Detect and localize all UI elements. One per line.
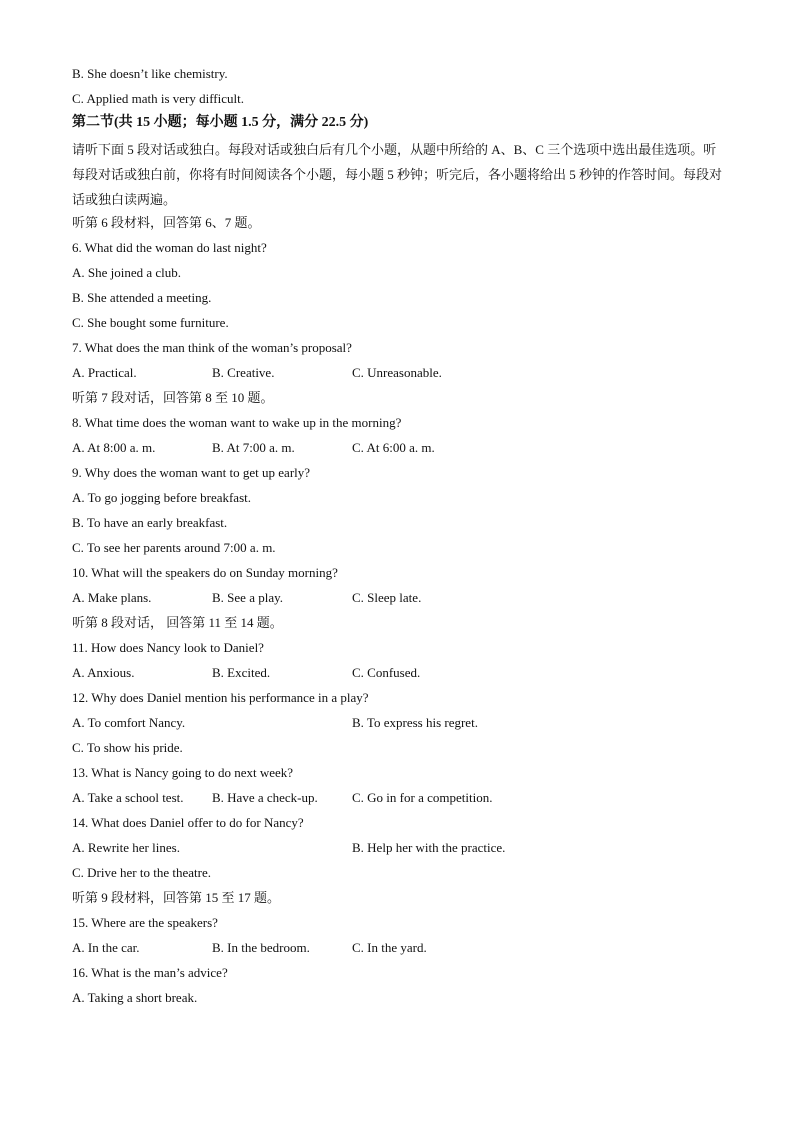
question: 15. Where are the speakers? xyxy=(72,915,218,930)
option: A. To comfort Nancy. xyxy=(72,715,186,730)
option: C. At 6:00 a. m. xyxy=(352,440,435,455)
option-line: C. Applied math is very difficult. xyxy=(72,91,244,106)
option: A. Rewrite her lines. xyxy=(72,840,180,855)
option: C. Go in for a competition. xyxy=(352,790,493,805)
option: B. At 7:00 a. m. xyxy=(212,440,295,455)
option: B. Have a check-up. xyxy=(212,790,318,805)
question: 12. Why does Daniel mention his performance in a play? xyxy=(72,690,369,705)
option: C. Unreasonable. xyxy=(352,365,442,380)
option-line: C. She bought some furniture. xyxy=(72,315,229,330)
question: 14. What does Daniel offer to do for Nancy? xyxy=(72,815,304,830)
question: 16. What is the man’s advice? xyxy=(72,965,228,980)
option-line: C. To show his pride. xyxy=(72,740,183,755)
option: B. Help her with the practice. xyxy=(352,840,506,855)
option: B. Excited. xyxy=(212,665,271,680)
option: A. Practical. xyxy=(72,365,137,380)
question: 13. What is Nancy going to do next week? xyxy=(72,765,294,780)
option: C. Confused. xyxy=(352,665,421,680)
option: C. In the yard. xyxy=(352,940,427,955)
question: 9. Why does the woman want to get up early? xyxy=(72,465,311,480)
option-line: B. To have an early breakfast. xyxy=(72,515,228,530)
option-line: A. Taking a short break. xyxy=(72,990,198,1005)
section-instructions: 请听下面 5 段对话或独白。每段对话或独白后有几个小题，从题中所给的 A、B、C 三个选项中选出最佳选项。听每段对话或独白前，你将有时间阅读各个小题，每小题 5 秒钟；听完后，各小题将给出 5 秒钟的作答时间。每段对话或独白读两遍。 xyxy=(72,142,723,207)
section-heading: 第二节(共 15 小题；每小题 1.5 分，满分 22.5 分) xyxy=(72,115,369,130)
option-line: B. She attended a meeting. xyxy=(72,290,212,305)
option-line: A. She joined a club. xyxy=(72,265,182,280)
option-line: A. To go jogging before breakfast. xyxy=(72,490,251,505)
option: A. Take a school test. xyxy=(72,790,184,805)
segment-header: 听第 9 段材料，回答第 15 至 17 题。 xyxy=(72,890,281,905)
question: 8. What time does the woman want to wake up in the morning? xyxy=(72,415,402,430)
option: A. Anxious. xyxy=(72,665,135,680)
option: C. Sleep late. xyxy=(352,590,422,605)
option: B. To express his regret. xyxy=(352,715,478,730)
option-line: C. Drive her to the theatre. xyxy=(72,865,211,880)
question: 11. How does Nancy look to Daniel? xyxy=(72,640,264,655)
segment-header: 听第 8 段对话， 回答第 11 至 14 题。 xyxy=(72,615,283,630)
question: 6. What did the woman do last night? xyxy=(72,240,267,255)
segment-header: 听第 6 段材料，回答第 6、7 题。 xyxy=(72,215,261,230)
option: B. In the bedroom. xyxy=(212,940,310,955)
option: A. At 8:00 a. m. xyxy=(72,440,156,455)
option: A. In the car. xyxy=(72,940,140,955)
question: 10. What will the speakers do on Sunday morning? xyxy=(72,565,338,580)
segment-header: 听第 7 段对话，回答第 8 至 10 题。 xyxy=(72,390,274,405)
option-line: B. She doesn’t like chemistry. xyxy=(72,66,228,81)
question: 7. What does the man think of the woman’s proposal? xyxy=(72,340,352,355)
option: A. Make plans. xyxy=(72,590,152,605)
option: B. Creative. xyxy=(212,365,275,380)
option: B. See a play. xyxy=(212,590,283,605)
option-line: C. To see her parents around 7:00 a. m. xyxy=(72,540,276,555)
